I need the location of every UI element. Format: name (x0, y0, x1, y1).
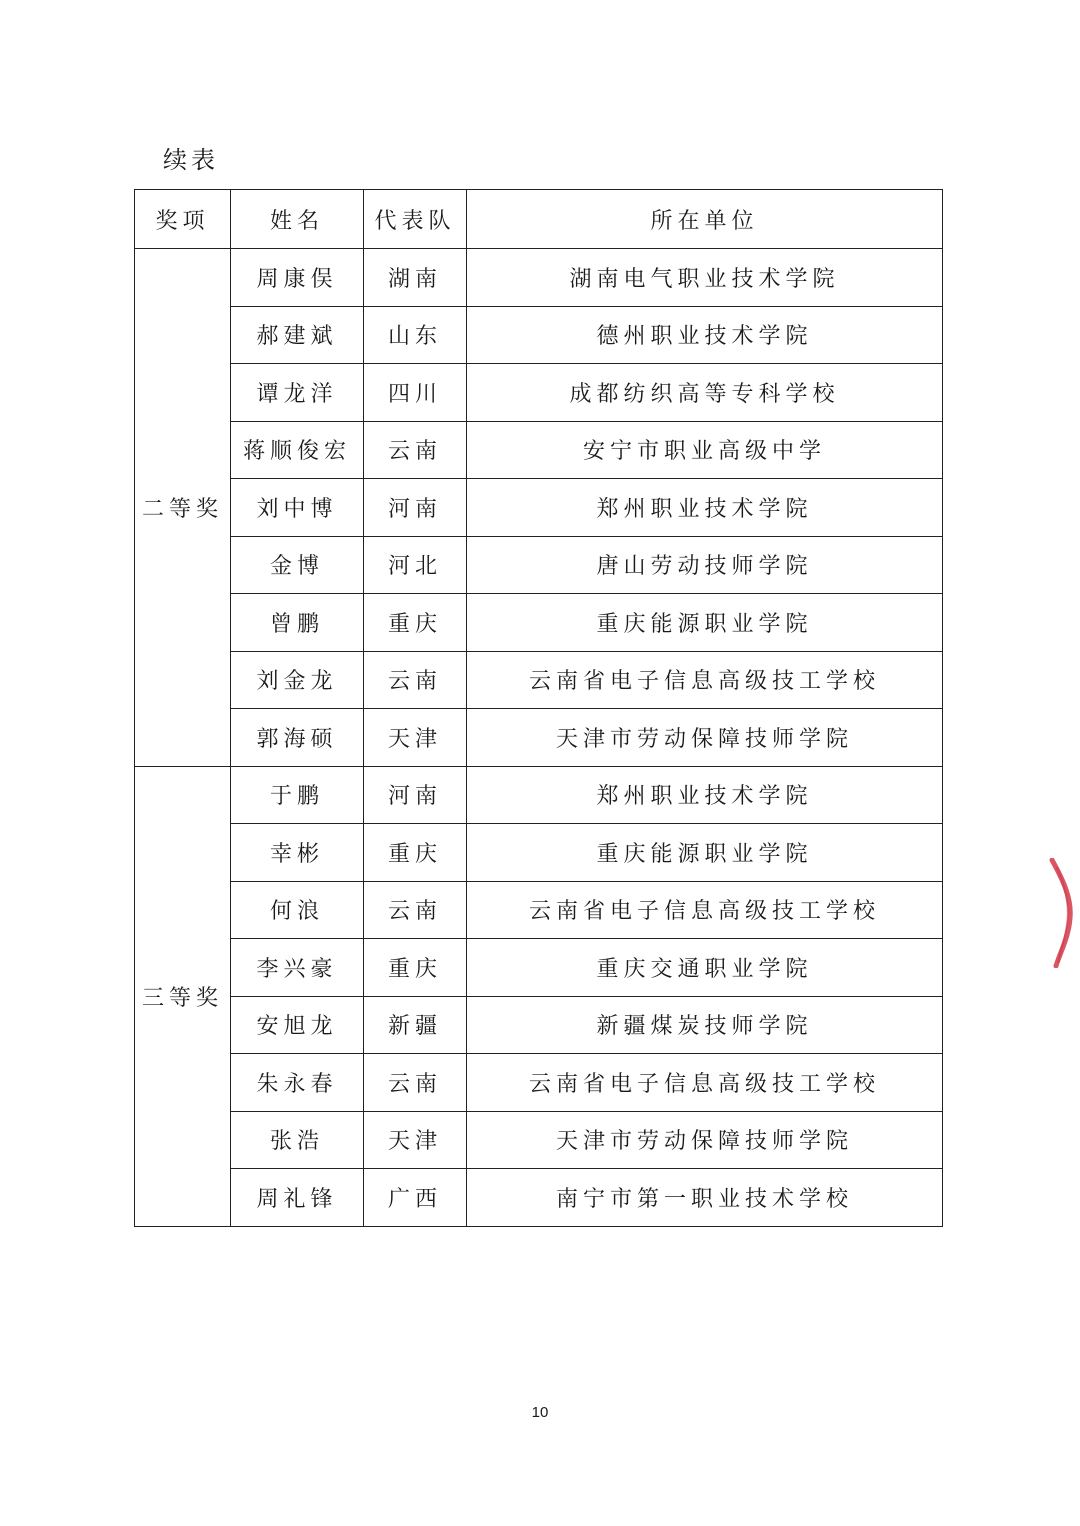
team-cell: 云南 (364, 651, 467, 709)
page-number: 10 (531, 1404, 549, 1421)
table-row (135, 536, 943, 594)
name-cell: 何浪 (231, 881, 364, 939)
table-row (135, 996, 943, 1054)
unit-cell: 南宁市第一职业技术学校 (467, 1169, 943, 1227)
team-cell: 重庆 (364, 939, 467, 997)
unit-cell: 重庆交通职业学院 (467, 939, 943, 997)
table-row (135, 1054, 943, 1112)
unit-cell: 成都纺织高等专科学校 (467, 364, 943, 422)
table-row (135, 306, 943, 364)
awards-table (134, 189, 943, 1227)
name-cell: 于鹏 (231, 766, 364, 824)
name-cell: 郝建斌 (231, 306, 364, 364)
team-cell: 河南 (364, 766, 467, 824)
team-cell: 河南 (364, 479, 467, 537)
table-row (135, 1111, 943, 1169)
award-level-cell: 三等奖 (135, 766, 231, 1226)
team-cell: 云南 (364, 1054, 467, 1112)
team-cell: 河北 (364, 536, 467, 594)
name-cell: 曾鹏 (231, 594, 364, 652)
name-cell: 刘金龙 (231, 651, 364, 709)
team-cell: 广西 (364, 1169, 467, 1227)
name-cell: 郭海硕 (231, 709, 364, 767)
table-row (135, 249, 943, 307)
name-cell: 周礼锋 (231, 1169, 364, 1227)
table-row (135, 939, 943, 997)
team-cell: 天津 (364, 709, 467, 767)
table-row (135, 421, 943, 479)
team-cell: 山东 (364, 306, 467, 364)
seal-stroke-inner (1057, 868, 1068, 962)
name-cell: 周康俣 (231, 249, 364, 307)
name-cell: 朱永春 (231, 1054, 364, 1112)
table-body (135, 249, 943, 1227)
team-cell: 云南 (364, 421, 467, 479)
unit-cell: 云南省电子信息高级技工学校 (467, 1054, 943, 1112)
name-cell: 金博 (231, 536, 364, 594)
unit-cell: 安宁市职业高级中学 (467, 421, 943, 479)
unit-cell: 郑州职业技术学院 (467, 479, 943, 537)
table-row (135, 594, 943, 652)
team-cell: 重庆 (364, 824, 467, 882)
unit-cell: 德州职业技术学院 (467, 306, 943, 364)
red-seal-edge (1048, 858, 1078, 968)
team-cell: 重庆 (364, 594, 467, 652)
award-level-cell: 二等奖 (135, 249, 231, 767)
table-row (135, 651, 943, 709)
team-cell: 四川 (364, 364, 467, 422)
unit-cell: 云南省电子信息高级技工学校 (467, 651, 943, 709)
team-cell: 新疆 (364, 996, 467, 1054)
header-name: 姓名 (231, 190, 364, 249)
team-cell: 云南 (364, 881, 467, 939)
header-team: 代表队 (364, 190, 467, 249)
unit-cell: 天津市劳动保障技师学院 (467, 709, 943, 767)
table-row (135, 364, 943, 422)
name-cell: 谭龙洋 (231, 364, 364, 422)
table-row (135, 881, 943, 939)
unit-cell: 湖南电气职业技术学院 (467, 249, 943, 307)
unit-cell: 重庆能源职业学院 (467, 594, 943, 652)
unit-cell: 新疆煤炭技师学院 (467, 996, 943, 1054)
table-row (135, 479, 943, 537)
table-row (135, 709, 943, 767)
name-cell: 安旭龙 (231, 996, 364, 1054)
name-cell: 张浩 (231, 1111, 364, 1169)
team-cell: 湖南 (364, 249, 467, 307)
unit-cell: 郑州职业技术学院 (467, 766, 943, 824)
continued-table-label: 续表 (163, 146, 219, 174)
unit-cell: 重庆能源职业学院 (467, 824, 943, 882)
unit-cell: 天津市劳动保障技师学院 (467, 1111, 943, 1169)
name-cell: 幸彬 (231, 824, 364, 882)
table-row (135, 1169, 943, 1227)
name-cell: 李兴豪 (231, 939, 364, 997)
name-cell: 刘中博 (231, 479, 364, 537)
table-row (135, 766, 943, 824)
header-unit: 所在单位 (467, 190, 943, 249)
name-cell: 蒋顺俊宏 (231, 421, 364, 479)
header-award: 奖项 (135, 190, 231, 249)
unit-cell: 云南省电子信息高级技工学校 (467, 881, 943, 939)
team-cell: 天津 (364, 1111, 467, 1169)
table-row (135, 824, 943, 882)
table-header-row (135, 190, 943, 249)
unit-cell: 唐山劳动技师学院 (467, 536, 943, 594)
